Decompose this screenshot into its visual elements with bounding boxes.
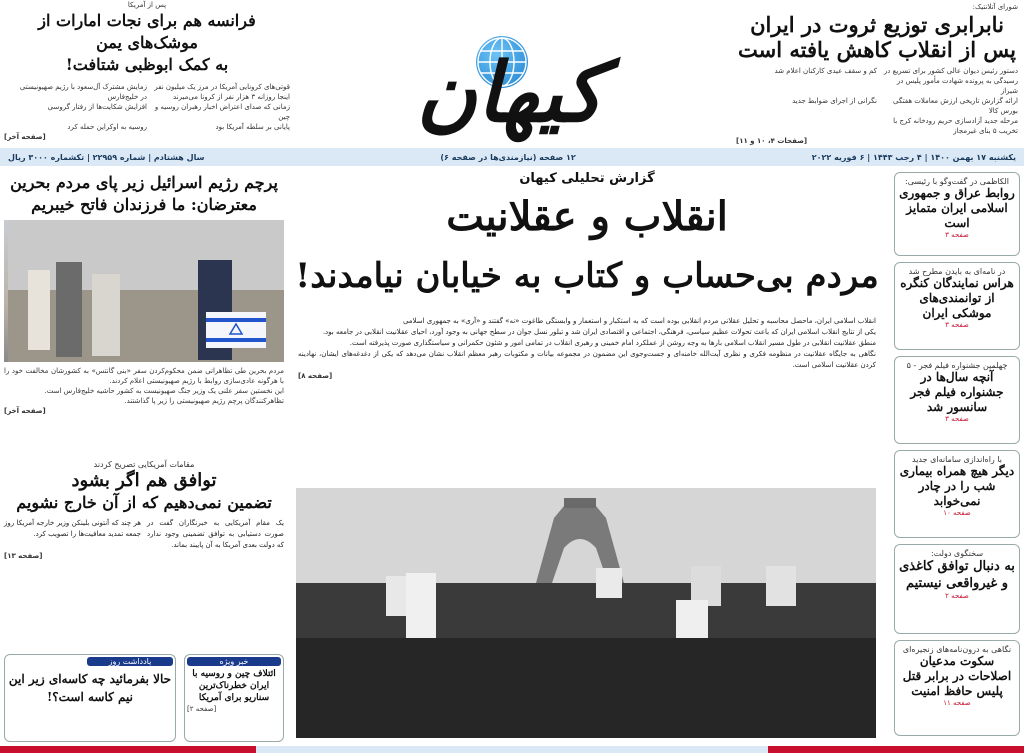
paragraph: نگاهی به جایگاه عقلانیت در منظومه فکری و نظری آیت‌الله خامنه‌ای و جست‌وجوی این مضمون در مجموعه بیانات و مکتوبات رهبر معظم انقلاب نشان می‌دهد که یکی از دغدغه‌های ایشان، نهادینه کردن عقلانیت اسلامی است. [298,350,876,369]
headline: پس از انقلاب کاهش یافته است [738,37,1016,62]
paragraph: منطق عقلانیت انقلابی در طول مسیر انقلاب اسلامی بارها به وجه روشن از عملکرد امام خمینی و رهبری انقلاب در تمامی امور و شئون حکمرانی و سیاستگذاری صورت پذیرفته است. [349,339,876,347]
sidebar-story[interactable] [894,450,1020,538]
sidebar-story[interactable] [894,544,1020,634]
sidebar-right [894,172,1020,748]
paragraph: یک مقام آمریکایی به خبرنگاران گفت در صورت دستیابی به توافق تضمینی وجود ندارد که دولت بعدی آمریکا به آن پایبند بماند. [147,519,284,549]
headline: مردم بی‌حساب و کتاب به خیابان نیامدند! [295,256,879,296]
bullet: تظاهرکنندگان پرچم رژیم صهیونیستی را زیر پا گذاشتند. [124,397,284,405]
date-bar [0,148,1024,166]
kicker: سخنگوی دولت: [930,549,984,558]
bullet: کم و سقف عیدی کارکنان اعلام شد [774,67,877,75]
bullet: زمانی که صدای اعتراض اخبار رهبران روسیه و چین [154,103,290,121]
kicker: گزارش تحلیلی کیهان [519,171,655,186]
page-ref: [صفحه آخر] [4,133,46,141]
headline: سکوت مدعیان اصلاحات در برابر قتل پلیس حافظ امنیت [902,654,1012,698]
headline: حالا بفرمائید چه کاسه‌ای زیر این نیم کاسه است؟! [8,672,172,704]
bullet: مردم بحرین طی تظاهراتی ضمن محکوم‌کردن سفر «بنی گانتس» به کشورشان مخالفت خود را با هرگونه عادی‌سازی روابط با رژیم صهیونیستی اعلام کردند. [4,367,284,385]
bullet: مرحله جدید آزادسازی حریم رودخانه کرج با تخریب ۵ بنای غیرمجاز [893,117,1018,135]
page-ref: [صفحه ۸] [298,372,333,380]
headline: انقلاب و عقلانیت [446,193,728,240]
headline: دیگر هیچ همراه بیماری شب را در چادر نمی‌خوابد [899,464,1015,508]
headline: معترضان: ما فرزندان فاتح خیبریم [31,195,257,214]
bullet: نگرانی از اجرای ضوابط جدید [792,97,877,105]
top-right-story[interactable] [736,2,1018,144]
bottom-strip [0,746,1024,753]
issue-line: سال هشتادم | شماره ۲۲۹۵۹ | تکشماره ۳۰۰۰ ریال [8,152,205,162]
paragraph: یکی از نتایج انقلاب اسلامی ایران که باعث تحولات عظیم سیاسی، فرهنگی، اجتماعی و اقتصادی ایران شد و تبلور نسل جوان در سطح جهانی به وجود آورد، احیای عقلانیت انقلابی در جامعه بود. [322,328,876,336]
protest-illustration [8,220,284,362]
page-ref: [صفحه ۲] [187,705,217,713]
logo [350,8,670,140]
kicker: نگاهی به درون‌نامه‌های زنجیره‌ای [902,645,1012,654]
headline: نابرابری توزیع ثروت در ایران [750,12,1004,37]
headline: ائتلاف چین و روسیه با ایران خطرناک‌ترین سناریو برای آمریکا [192,669,276,703]
bullet: زمایش مشترک آل‌سعود با رژیم صهیونیستی [19,83,147,91]
date-line: یکشنبه ۱۷ بهمن ۱۴۰۰ | ۴ رجب ۱۴۴۳ | ۶ فوریه ۲۰۲۲ [811,152,1016,162]
special-news-box[interactable] [184,654,284,742]
paragraph: هر چند که آنتونی بلینکن وزیر خارجه آمریکا روز جمعه تمدید معافیت‌ها را تصویب کرد. [4,519,141,538]
kicker: با راه‌اندازی سامانه‌ای جدید [912,455,1002,464]
page-ref: [صفحه آخر] [4,407,46,415]
bullet: اینجا روزانه ۳ هزار نفر از کرونا می‌میرند [173,93,290,101]
bullet: پایانی بر سلطه آمریکا بود [215,123,290,131]
page-ref: صفحه ۱۰ [943,509,971,517]
bullet: این نخستین سفر علنی یک وزیر جنگ صهیونیست به کشور حاشیه خلیج‌فارس است. [44,387,284,395]
kicker: الکاظمی در گفت‌وگو با رئیسی: [905,177,1009,186]
headline: فرانسه هم برای نجات امارات از موشک‌های یمن [38,11,256,52]
left-mid-story[interactable] [4,460,284,650]
page-ref: صفحه ۲ [945,592,969,600]
sidebar-story[interactable] [894,262,1020,350]
kicker: پس از آمریکا [127,1,167,9]
paragraph: انقلاب اسلامی ایران، ماحصل محاسبه و تحلیل عقلانی مردم انقلابی بوده است که به استکبار و استعمار و وابستگی طاغوت «نه» گفتند و «آری» به جمهوری اسلامی [402,317,876,325]
kicker: چهلمین جشنواره فیلم فجر - ۵ [906,361,1008,370]
sidebar-story[interactable] [894,356,1020,444]
bullet: افزایش شکایت‌ها از رفتار گروسی [47,103,147,111]
bullet: روسیه به اوکراین حمله کرد [67,123,147,131]
sidebar-story[interactable] [894,640,1020,736]
main-story[interactable] [292,170,882,488]
headline: به دنبال توافق کاغذی و غیرواقعی نیستیم [899,559,1015,591]
page-ref: صفحه ۳ [945,321,969,329]
headline: پرچم رژیم اسرائیل زیر پای مردم بحرین [10,173,278,192]
editorial-box[interactable] [4,654,176,742]
sidebar-story[interactable] [894,172,1020,256]
azadi-tower-illustration [296,488,876,738]
kicker: مقامات آمریکایی تصریح کردند [93,460,195,469]
headline: توافق هم اگر بشود [71,470,217,491]
tag: خبر ویژه [187,657,281,666]
headline: تضمین نمی‌دهیم که از آن خارج نشویم [16,493,272,512]
headline: هراس نمایندگان کنگره از توانمندی‌های موشکی ایران [900,276,1014,320]
headline: آنچه سال‌ها در جشنواره فیلم فجر سانسور شد [910,370,1004,414]
kicker: در نامه‌ای به بایدن مطرح شد [908,267,1006,276]
page-ref: [صفحه ۱۳] [4,552,43,560]
pages-line: ۱۲ صفحه (نیازمندی‌ها در صفحه ۶) [440,152,576,162]
masthead [0,0,1024,148]
tag: یادداشت روز [87,657,173,666]
bullet: در خلیج‌فارس [107,93,147,101]
headline: روابط عراق و جمهوری اسلامی ایران متمایز است [899,186,1015,230]
bullet: دستور رئیس دیوان عالی کشور برای تسریع در رسیدگی به پرونده شهادت مأمور پلیس در شیراز [883,67,1018,95]
bullet: ارائه گزارش تاریخی ارزش معاملات هفتگی بورس کالا [893,97,1018,115]
page-ref: صفحه ۳ [945,231,969,239]
page-ref: [صفحات ۴، ۱۰ و ۱۱] [736,137,808,145]
kicker: شورای آتلانتیک: [972,3,1018,11]
bullet: قوتی‌های کرونایی آمریکا در مرز یک میلیون نفر [154,83,290,91]
top-left-story[interactable] [4,0,290,142]
headline: به کمک ابوظبی شتافت! [65,55,229,74]
page-ref: صفحه ۳ [945,415,969,423]
bahrain-protest-photo [4,220,284,362]
page-ref: صفحه ۱۱ [943,699,971,707]
revolution-crowd-photo [296,488,876,738]
logo-text: کیهان [416,45,604,141]
left-top-story[interactable] [4,172,284,458]
